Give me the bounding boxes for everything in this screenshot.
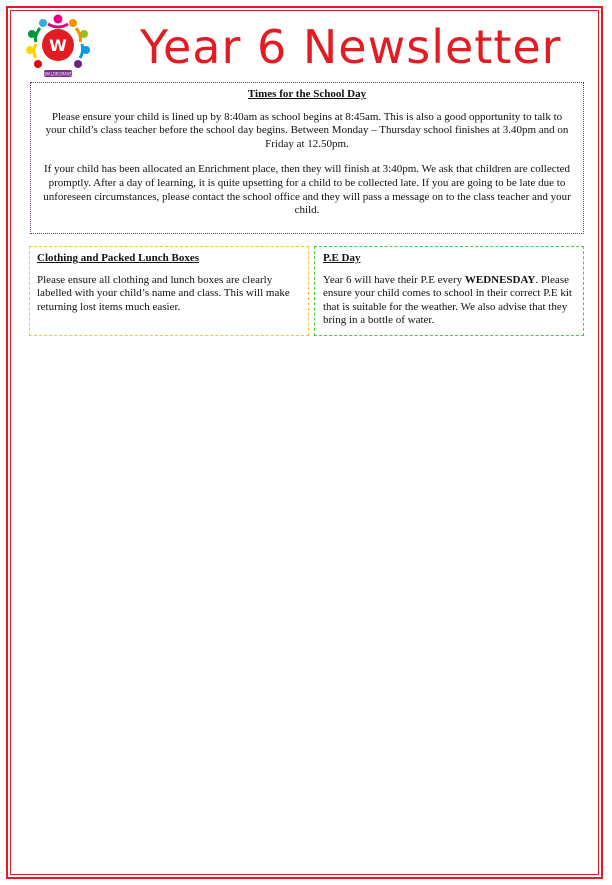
times-paragraph-2: If your child has been allocated an Enrichment place, then they will finish at 3:40pm. We ask that children are collected promptly. After a day of learning, it is quite upsetting for a child to be collected late. If you are going to be late due to unforeseen circumstances, please contact the school office and they will pass a message on to the class teacher and your child. — [43, 163, 571, 217]
pe-heading: P.E Day — [323, 252, 361, 264]
clothing-paragraph: Please ensure all clothing and lunch boxes are clearly labelled with your child’s name and class. This will make returning lost items much easier. — [37, 273, 290, 313]
logo-banner-text: WALDEGRAVE — [44, 71, 72, 77]
times-paragraph-1: Please ensure your child is lined up by 8:40am as school begins at 8:45am. This is also a good opportunity to talk to your child’s class teacher before the school day begins. Between Monday – Thursday school finishes at 3.40pm and on Friday at 12.50pm. — [45, 110, 569, 150]
pe-text-before: Year 6 will have their P.E every — [323, 273, 465, 286]
pe-text-after: . Please ensure your child comes to school in their correct P.E kit that is suitable for the weather. We also advise that they bring in a bottle of water. — [323, 273, 572, 327]
page-title: Year 6 Newsletter — [140, 20, 562, 74]
clothing-heading: Clothing and Packed Lunch Boxes — [37, 252, 199, 264]
school-logo — [18, 10, 98, 82]
clothing-section — [29, 246, 309, 336]
times-section — [30, 82, 584, 234]
pe-section — [314, 246, 584, 336]
pe-day: WEDNESDAY — [464, 273, 536, 286]
pe-paragraph — [323, 274, 575, 328]
times-heading: Times for the School Day — [247, 88, 367, 100]
logo-letter: W — [49, 36, 67, 55]
